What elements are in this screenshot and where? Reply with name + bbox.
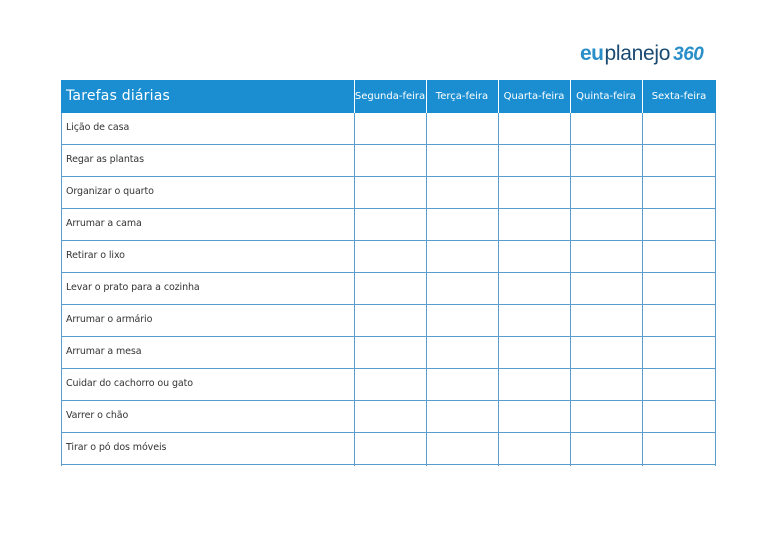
task-day-cell[interactable] bbox=[426, 337, 498, 369]
task-day-cell[interactable] bbox=[426, 369, 498, 401]
task-day-cell[interactable] bbox=[426, 209, 498, 241]
task-day-cell[interactable] bbox=[642, 113, 716, 145]
task-day-cell[interactable] bbox=[570, 305, 642, 337]
daily-tasks-table bbox=[61, 80, 716, 466]
task-day-cell[interactable] bbox=[642, 145, 716, 177]
task-day-cell[interactable] bbox=[642, 305, 716, 337]
task-day-cell[interactable] bbox=[570, 145, 642, 177]
task-day-cell[interactable] bbox=[642, 273, 716, 305]
task-label: Arrumar a cama bbox=[66, 218, 142, 229]
task-label: Arrumar o armário bbox=[66, 314, 153, 325]
task-day-cell[interactable] bbox=[426, 273, 498, 305]
task-day-cell[interactable] bbox=[354, 273, 426, 305]
table-title: Tarefas diárias bbox=[66, 88, 171, 104]
task-day-cell[interactable] bbox=[570, 433, 642, 465]
logo-part-eu: eu bbox=[580, 42, 604, 65]
logo-part-planejo: planejo bbox=[604, 42, 671, 65]
task-day-cell[interactable] bbox=[498, 145, 570, 177]
task-day-cell[interactable] bbox=[354, 145, 426, 177]
task-label: Regar as plantas bbox=[66, 154, 144, 165]
task-label: Lição de casa bbox=[66, 122, 130, 133]
task-day-cell[interactable] bbox=[426, 401, 498, 433]
grid-row-line bbox=[61, 464, 716, 465]
task-day-cell[interactable] bbox=[642, 369, 716, 401]
task-day-cell[interactable] bbox=[498, 241, 570, 273]
task-day-cell[interactable] bbox=[498, 273, 570, 305]
task-day-cell[interactable] bbox=[498, 113, 570, 145]
task-day-cell[interactable] bbox=[354, 241, 426, 273]
day-header: Segunda-feira bbox=[354, 91, 426, 102]
task-day-cell[interactable] bbox=[642, 209, 716, 241]
task-day-cell[interactable] bbox=[498, 337, 570, 369]
task-day-cell[interactable] bbox=[570, 337, 642, 369]
task-day-cell[interactable] bbox=[570, 369, 642, 401]
task-day-cell[interactable] bbox=[354, 209, 426, 241]
task-day-cell[interactable] bbox=[642, 337, 716, 369]
task-day-cell[interactable] bbox=[426, 433, 498, 465]
task-label: Cuidar do cachorro ou gato bbox=[66, 378, 193, 389]
task-day-cell[interactable] bbox=[354, 433, 426, 465]
task-day-cell[interactable] bbox=[498, 209, 570, 241]
task-day-cell[interactable] bbox=[570, 401, 642, 433]
task-label: Varrer o chão bbox=[66, 410, 129, 421]
task-day-cell[interactable] bbox=[354, 305, 426, 337]
task-day-cell[interactable] bbox=[354, 177, 426, 209]
task-day-cell[interactable] bbox=[498, 305, 570, 337]
day-header: Quarta-feira bbox=[503, 91, 565, 102]
task-day-cell[interactable] bbox=[570, 113, 642, 145]
task-day-cell[interactable] bbox=[570, 241, 642, 273]
task-day-cell[interactable] bbox=[570, 209, 642, 241]
task-day-cell[interactable] bbox=[570, 177, 642, 209]
task-day-cell[interactable] bbox=[354, 401, 426, 433]
task-day-cell[interactable] bbox=[426, 113, 498, 145]
eu-planejo-360-logo bbox=[580, 42, 703, 74]
task-label: Retirar o lixo bbox=[66, 250, 125, 261]
task-day-cell[interactable] bbox=[642, 241, 716, 273]
task-day-cell[interactable] bbox=[642, 177, 716, 209]
day-header: Sexta-feira bbox=[651, 91, 707, 102]
task-day-cell[interactable] bbox=[426, 177, 498, 209]
task-day-cell[interactable] bbox=[570, 273, 642, 305]
task-label: Tirar o pó dos móveis bbox=[66, 442, 167, 453]
task-day-cell[interactable] bbox=[642, 401, 716, 433]
task-day-cell[interactable] bbox=[426, 305, 498, 337]
task-label: Organizar o quarto bbox=[66, 186, 154, 197]
task-day-cell[interactable] bbox=[426, 241, 498, 273]
task-day-cell[interactable] bbox=[498, 369, 570, 401]
task-day-cell[interactable] bbox=[642, 433, 716, 465]
table-header-row bbox=[61, 80, 716, 113]
task-day-cell[interactable] bbox=[498, 433, 570, 465]
task-day-cell[interactable] bbox=[498, 401, 570, 433]
task-day-cell[interactable] bbox=[498, 177, 570, 209]
day-header: Terça-feira bbox=[435, 91, 489, 102]
logo-part-360: 360 bbox=[673, 44, 704, 65]
task-day-cell[interactable] bbox=[426, 145, 498, 177]
task-label: Levar o prato para a cozinha bbox=[66, 282, 200, 293]
task-day-cell[interactable] bbox=[354, 337, 426, 369]
grid-column-line bbox=[61, 113, 62, 466]
task-day-cell[interactable] bbox=[354, 113, 426, 145]
task-day-cell[interactable] bbox=[354, 369, 426, 401]
day-header: Quinta-feira bbox=[576, 91, 636, 102]
task-label: Arrumar a mesa bbox=[66, 346, 142, 357]
